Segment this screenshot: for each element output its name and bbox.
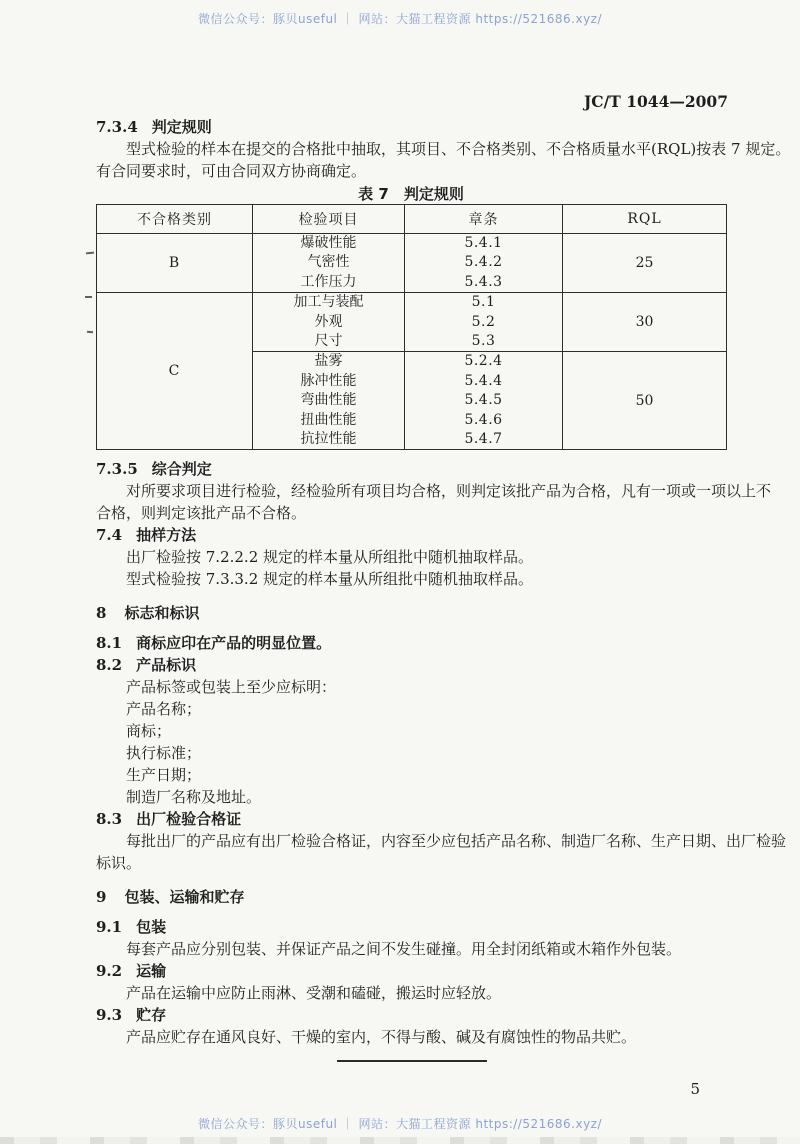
standard-number: JC/T 1044—2007 (583, 92, 728, 111)
heading-number: 7.4 (96, 526, 123, 545)
heading-9-1 (96, 916, 728, 938)
category-cell: C (97, 293, 253, 450)
list-item: 执行标准； (126, 744, 202, 763)
table-header-row (97, 205, 727, 234)
chapter-number: 9 (96, 888, 107, 907)
heading-title: 贮存 (136, 1006, 167, 1025)
rql-cell: 50 (563, 352, 727, 450)
col-header-clause: 章条 (405, 205, 563, 234)
clause-number: 5.3 (471, 333, 496, 350)
clauses-cell (405, 352, 563, 450)
chapter-9-heading (96, 886, 728, 908)
heading-title: 商标应印在产品的明显位置。 (136, 634, 332, 653)
clause-number: 5.2 (471, 313, 496, 330)
paragraph-line: 产品应贮存在通风良好、干燥的室内，不得与酸、碱及有腐蚀性的物品共贮。 (126, 1028, 637, 1047)
list-item: 生产日期； (126, 766, 202, 785)
item-name: 爆破性能 (300, 235, 357, 251)
item-name: 工作压力 (300, 273, 357, 290)
category-cell: B (97, 234, 253, 293)
clause-number: 5.4.1 (464, 235, 503, 251)
paragraph-line: 产品标签或包装上至少应标明： (126, 678, 337, 697)
item-name: 扭曲性能 (300, 411, 357, 428)
list-item: 制造厂名称及地址。 (126, 788, 262, 807)
clause-number: 5.1 (471, 294, 496, 311)
paragraph-line: 每批出厂的产品应有出厂检验合格证，内容至少应包括产品名称、制造厂名称、生产日期、出厂检验 (126, 832, 787, 851)
scan-noise-band (0, 1137, 800, 1144)
item-name: 气密性 (307, 254, 350, 271)
clause-number: 5.4.4 (464, 372, 503, 389)
item-name: 弯曲性能 (300, 392, 357, 409)
clause-number: 5.4.6 (464, 411, 503, 428)
rql-cell: 25 (563, 234, 727, 293)
item-name: 抗拉性能 (300, 431, 357, 448)
heading-9-2 (96, 960, 728, 982)
paragraph-line: 合格，则判定该批产品不合格。 (96, 504, 307, 523)
end-of-text-rule (337, 1060, 487, 1062)
heading-number: 9.3 (96, 1006, 123, 1025)
table-row-category-b (97, 234, 727, 293)
paragraph-line: 每套产品应分别包装、并保证产品之间不发生碰撞。用全封闭纸箱或木箱作外包装。 (126, 940, 682, 959)
item-name: 加工与装配 (293, 294, 364, 311)
chapter-number: 8 (96, 604, 107, 623)
col-header-category: 不合格类别 (97, 205, 253, 234)
judgement-rules-table (96, 204, 727, 450)
scan-artifact (86, 252, 94, 255)
table-row-category-c-1 (97, 293, 727, 352)
heading-title: 运输 (136, 962, 167, 981)
heading-number: 9.2 (96, 962, 123, 981)
paragraph-line: 有合同要求时，可由合同双方协商确定。 (96, 162, 367, 180)
heading-7-3-4 (96, 116, 728, 138)
heading-8-3 (96, 808, 728, 830)
chapter-title: 标志和标识 (124, 604, 200, 623)
item-name: 脉冲性能 (300, 372, 357, 389)
items-cell (253, 293, 405, 352)
rql-cell: 30 (563, 293, 727, 352)
watermark-top: 微信公众号：豚贝useful ｜ 网站：大猫工程资源 https://521686.xyz/ (197, 12, 603, 26)
table-caption: 表 7 判定规则 (358, 185, 464, 203)
paragraph-line: 对所要求项目进行检验，经检验所有项目均合格，则判定该批产品为合格，凡有一项或一项以上不 (126, 482, 772, 501)
clause-number: 5.4.7 (464, 431, 503, 448)
heading-number: 8.2 (96, 656, 123, 675)
heading-title: 包装 (136, 918, 167, 937)
item-name: 尺寸 (314, 333, 343, 350)
list-item: 产品名称； (126, 700, 202, 719)
clause-number: 5.4.2 (464, 254, 503, 271)
paragraph-line: 型式检验按 7.3.3.2 规定的样本量从所组批中随机抽取样品。 (126, 570, 534, 589)
clause-number: 5.2.4 (464, 353, 503, 370)
paragraph-line: 标识。 (96, 854, 142, 873)
chapter-8-heading (96, 602, 728, 624)
page-number: 5 (690, 1080, 700, 1099)
items-cell (253, 352, 405, 450)
heading-7-3-5 (96, 458, 728, 480)
item-name: 外观 (314, 313, 343, 330)
col-header-item: 检验项目 (253, 205, 405, 234)
heading-number: 8.3 (96, 810, 123, 829)
heading-title: 产品标识 (136, 656, 197, 675)
paragraph-line: 产品在运输中应防止雨淋、受潮和磕碰，搬运时应轻放。 (126, 984, 502, 1003)
clause-number: 5.4.3 (464, 273, 503, 290)
heading-title: 判定规则 (151, 118, 212, 136)
clauses-cell (405, 234, 563, 293)
heading-number: 7.3.4 (96, 118, 138, 136)
heading-title: 抽样方法 (136, 526, 197, 545)
watermark-bottom: 微信公众号：豚贝useful ｜ 网站：大猫工程资源 https://521686.xyz/ (197, 1117, 603, 1131)
item-name: 盐雾 (314, 353, 343, 370)
clauses-cell (405, 293, 563, 352)
list-item: 商标； (126, 722, 172, 741)
clause-number: 5.4.5 (464, 392, 503, 409)
col-header-rql: RQL (563, 205, 727, 234)
heading-8-2 (96, 654, 728, 676)
paragraph-line: 出厂检验按 7.2.2.2 规定的样本量从所组批中随机抽取样品。 (126, 548, 534, 567)
paragraph-line: 型式检验的样本在提交的合格批中抽取，其项目、不合格类别、不合格质量水平(RQL)按表 7 规定。 (126, 140, 791, 158)
heading-8-1 (96, 632, 728, 654)
heading-title: 出厂检验合格证 (136, 810, 242, 829)
items-cell (253, 234, 405, 293)
scan-artifact (85, 296, 92, 298)
heading-title: 综合判定 (151, 460, 212, 479)
heading-7-4 (96, 524, 728, 546)
chapter-title: 包装、运输和贮存 (124, 888, 245, 907)
heading-number: 7.3.5 (96, 460, 138, 479)
heading-9-3 (96, 1004, 728, 1026)
heading-number: 9.1 (96, 918, 123, 937)
scan-artifact (87, 331, 93, 334)
heading-number: 8.1 (96, 634, 123, 653)
